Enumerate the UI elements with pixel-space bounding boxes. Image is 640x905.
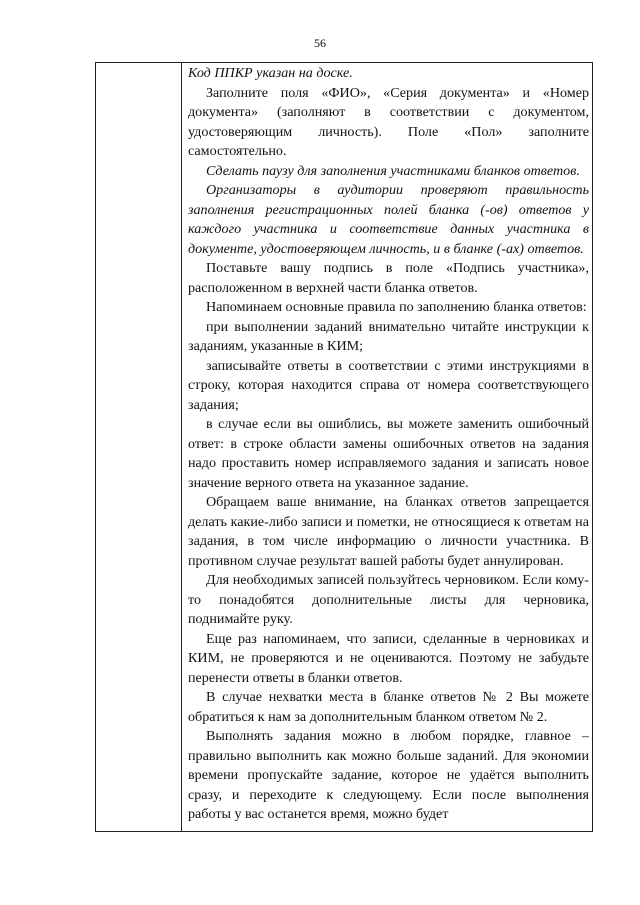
paragraph-attention: Обращаем ваше внимание, на бланках ответов запрещается делать какие-либо записи и пометки, не относящиеся к ответам на задания, в том числе информацию о личности участника. В противном случае результат вашей работы будет аннулирован. xyxy=(188,494,589,569)
paragraph-signature: Поставьте вашу подпись в поле «Подпись участника», расположенном в верхней части бланка ответов. xyxy=(188,260,589,296)
rule-item-write-answers: записывайте ответы в соответствии с этими инструкциями в строку, которая находится справа от номера соответствующего задания; xyxy=(188,357,589,413)
paragraph-drafts: Для необходимых записей пользуйтесь черновиком. Если кому-то понадобятся дополнительные листы для черновика, поднимайте руку. xyxy=(188,572,589,627)
paragraph-fill-fields: Заполните поля «ФИО», «Серия документа» и «Номер документа» (заполняют в соответствии с документом, удостоверяющим личность). Поле «Пол» заполните самостоятельно. xyxy=(188,84,589,159)
rule-item-replace-answer: в случае если вы ошиблись, вы можете заменить ошибочный ответ: в строке области замены ошибочных ответов на задания надо проставить номер исправляемого задания и записать новое значение верного ответа на указанное задание. xyxy=(188,416,589,491)
paragraph-task-order: Выполнять задания можно в любом порядке, главное – правильно выполнить как можно больше заданий. Для экономии времени пропускайте задание, которое не удаётся выполнить сразу, и переходите к следующему. Если после выполнения работы у вас останется время, можно будет xyxy=(188,728,589,822)
column-divider xyxy=(181,63,182,831)
instruction-cell xyxy=(188,64,589,825)
paragraph-board-code: Код ППКР указан на доске. xyxy=(188,65,353,81)
paragraph-organizer-check: Организаторы в аудитории проверяют правильность заполнения регистрационных полей бланка (-ов) ответов у каждого участника и соответствие данных участника в документе, удостоверяющем личность, и в бланке (-ах) ответов. xyxy=(188,182,589,257)
page-number: 56 xyxy=(314,36,326,50)
paragraph-pause-note: Сделать паузу для заполнения участниками бланков ответов. xyxy=(206,162,580,179)
paragraph-rules-intro: Напоминаем основные правила по заполнению бланка ответов: xyxy=(206,299,587,315)
paragraph-reminder: Еще раз напоминаем, что записи, сделанные в черновиках и КИМ, не проверяются и не оцениваются. Поэтому не забудьте перенести ответы в бланки ответов. xyxy=(188,630,589,686)
rule-item-read-instructions: при выполнении заданий внимательно читайте инструкции к заданиям, указанные в КИМ; xyxy=(188,318,589,354)
instruction-table xyxy=(95,62,593,832)
paragraph-extra-form: В случае нехватки места в бланке ответов № 2 Вы можете обратиться к нам за дополнительным бланком ответом № 2. xyxy=(188,689,589,725)
